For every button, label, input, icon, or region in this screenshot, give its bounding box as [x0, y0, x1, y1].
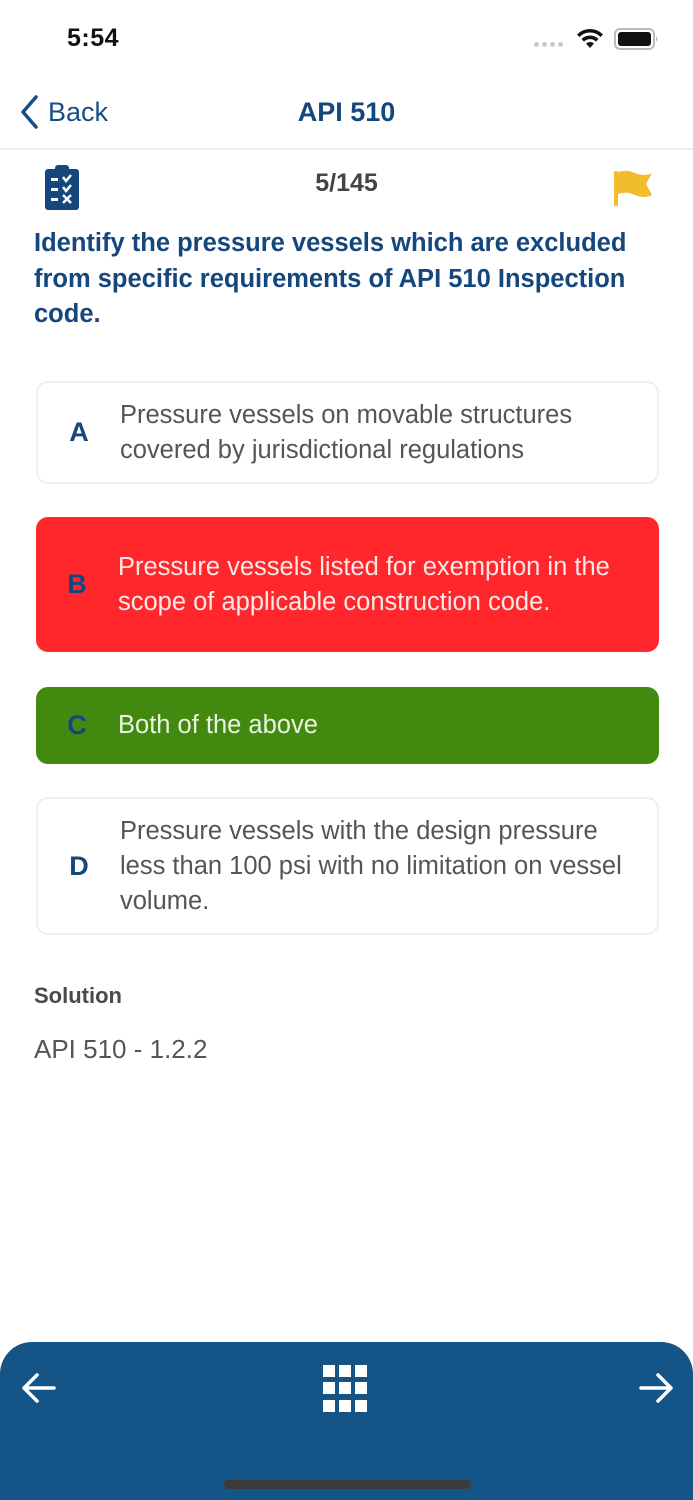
option-text: Pressure vessels on movable structures covered by jurisdictional regulations	[120, 400, 573, 464]
bottom-navigation-bar	[0, 1342, 693, 1500]
question-header	[0, 160, 693, 220]
option-letter: A	[69, 417, 89, 447]
page-title: API 510	[297, 97, 396, 127]
arrow-left-icon[interactable]	[20, 1369, 58, 1407]
signal-dots-icon	[534, 42, 563, 47]
option-a[interactable]	[36, 381, 659, 484]
wifi-icon	[575, 26, 605, 50]
question-text: Identify the pressure vessels which are excluded from specific requirements of API 510 Inspection code.	[34, 229, 627, 328]
back-label: Back	[48, 96, 109, 127]
option-text: Both of the above	[118, 711, 318, 739]
option-d[interactable]	[36, 797, 659, 935]
grid-icon[interactable]	[322, 1364, 372, 1414]
home-indicator	[224, 1480, 471, 1489]
arrow-right-icon[interactable]	[637, 1369, 675, 1407]
navigation-bar	[0, 80, 693, 150]
battery-icon	[614, 28, 660, 50]
option-text: Pressure vessels with the design pressure less than 100 psi with no limitation on vessel volume.	[120, 816, 622, 915]
flag-icon[interactable]	[611, 168, 655, 208]
solution-label: Solution	[34, 983, 122, 1008]
option-letter: C	[67, 710, 87, 740]
status-time: 5:54	[67, 24, 120, 52]
option-letter: D	[69, 850, 89, 881]
solution-value: API 510 - 1.2.2	[34, 1034, 208, 1064]
status-bar	[0, 0, 693, 80]
question-counter: 5/145	[315, 169, 378, 197]
option-letter: B	[67, 569, 87, 599]
option-b[interactable]	[36, 517, 659, 652]
option-c[interactable]	[36, 687, 659, 764]
option-text: Pressure vessels listed for exemption in the scope of applicable construction code.	[118, 552, 610, 616]
